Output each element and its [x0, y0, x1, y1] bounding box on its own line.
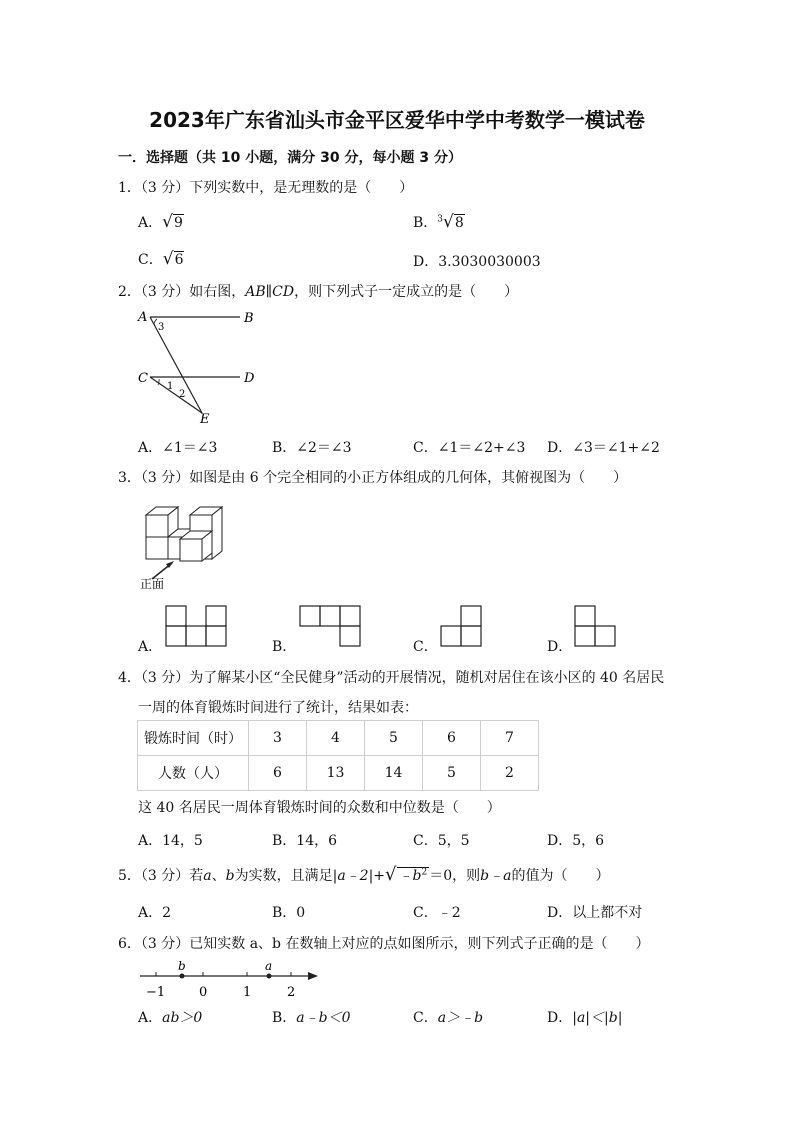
q6-number-line [136, 958, 336, 1008]
q5-radicand: ﹣b [398, 868, 422, 884]
q4-stem-line2: 一周的体育锻炼时间进行了统计，结果如表： [138, 700, 418, 716]
q2-option-a[interactable]: A．∠1＝∠3 [138, 440, 218, 456]
q5-abs-inner: a﹣2 [337, 868, 369, 884]
q1-a-value: 9 [173, 215, 183, 231]
q6-point-a-label: a [265, 959, 273, 973]
q1-c-value: 6 [174, 252, 184, 268]
q5-expr: b﹣a [480, 868, 512, 884]
q6-d-expr: |a|＜|b| [572, 1010, 623, 1026]
q3-stem: 3．（3 分）如图是由 6 个完全相同的小正方体组成的几何体，其俯视图为（ ） [118, 470, 628, 486]
q5-var-a: a [203, 868, 212, 884]
q6-stem: 6．（3 分）已知实数 a、b 在数轴上对应的点如图所示，则下列式子正确的是（ ） [118, 936, 650, 952]
q6-a-label: A． [138, 1010, 163, 1026]
q2-angle-1: 1 [167, 381, 174, 392]
q6-option-c[interactable] [413, 1007, 483, 1027]
q6-point-b-label: b [178, 959, 186, 973]
q1-a-label: A． [138, 215, 163, 231]
q4-option-a[interactable]: A．14，5 [138, 833, 203, 849]
q4-stem-line1: 4．（3 分）为了解某小区“全民健身”活动的开展情况，随机对居住在该小区的 40 名居民 [118, 670, 665, 686]
q2-angle-2: 2 [179, 389, 186, 400]
q5-stem-post: ＝0，则 [429, 868, 481, 884]
q1-b-value: 8 [454, 215, 464, 231]
q1-b-index: 3 [437, 214, 444, 225]
q4-option-b[interactable]: B．14，6 [272, 833, 338, 849]
q6-tick-label: 0 [199, 985, 208, 1000]
q5-square: 2 [421, 867, 428, 878]
q3-option-b-label[interactable]: B． [272, 639, 297, 655]
q5-stem-end: 的值为（ ） [511, 868, 610, 884]
q4-option-c[interactable]: C．5，5 [413, 833, 470, 849]
table-cell: 4 [307, 721, 365, 756]
q5-option-b[interactable]: B．0 [272, 905, 306, 921]
q2-figure [130, 305, 270, 425]
table-row-header: 人数（人） [138, 756, 249, 791]
q1-option-c[interactable]: C．√6 [138, 249, 184, 269]
q2-angle-3: 3 [158, 322, 165, 333]
q5-stem-mid: 为实数，且满足| [234, 868, 338, 884]
table-cell: 7 [481, 721, 539, 756]
q5-stem: 5．（3 分）若a、b为实数，且满足|a﹣2|+√ $﹣b^2 =0$，则b﹣a的值为（ ） [118, 864, 610, 885]
table-cell: 13 [307, 756, 365, 791]
q6-a-expr: ab＞0 [162, 1010, 203, 1026]
table-cell: 2 [481, 756, 539, 791]
q3-option-c-label[interactable]: C． [413, 639, 438, 655]
q1-option-d[interactable]: D．3.3030030003 [413, 254, 541, 270]
q2-stem-post: ，则下列式子一定成立的是（ ） [294, 284, 519, 300]
q6-option-d[interactable] [547, 1007, 622, 1027]
q6-b-label: B． [272, 1010, 297, 1026]
q6-tick-label: −1 [146, 985, 166, 1000]
q3-option-b-figure [299, 605, 363, 649]
page-title: 2023年广东省汕头市金平区爱华中学中考数学一模试卷 [149, 108, 645, 132]
q5-stem-pre: 5．（3 分）若 [118, 868, 204, 884]
q6-tick-label: 1 [243, 985, 252, 1000]
table-row [138, 756, 539, 791]
q2-label-b: B [244, 311, 254, 326]
q2-label-e: E [200, 412, 210, 427]
q5-option-c[interactable]: C．﹣2 [413, 905, 461, 921]
table-row [138, 721, 539, 756]
q2-stem-pre: 2．（3 分）如右图， [118, 284, 246, 300]
q3-option-d-label[interactable]: D． [547, 639, 573, 655]
q3-option-a-figure [165, 605, 229, 649]
q3-front-label: 正面 [140, 577, 165, 591]
q3-option-d-figure [574, 605, 638, 649]
q2-label-d: D [244, 371, 255, 386]
q2-stem [118, 281, 518, 301]
q5-var-b: b [225, 868, 235, 884]
q5-sep: 、 [211, 868, 226, 884]
q6-d-label: D． [547, 1010, 573, 1026]
q5-option-d[interactable]: D．以上都不对 [547, 905, 643, 921]
table-cell: 6 [423, 721, 481, 756]
q1-option-b[interactable]: B．$^3$√8 [413, 212, 464, 232]
table-cell: 3 [249, 721, 307, 756]
q6-b-expr: a﹣b＜0 [296, 1010, 351, 1026]
q6-option-b[interactable] [272, 1007, 351, 1027]
section-heading: 一．选择题（共 10 小题，满分 30 分，每小题 3 分） [118, 150, 462, 166]
q5-option-a[interactable]: A．2 [138, 905, 172, 921]
q4-data-table [137, 720, 539, 791]
q2-label-c: C [138, 371, 148, 386]
table-cell: 5 [423, 756, 481, 791]
q2-option-d[interactable]: D．∠3＝∠1+∠2 [547, 440, 660, 456]
q1-b-label: B． [413, 215, 438, 231]
q4-after-text: 这 40 名居民一周体育锻炼时间的众数和中位数是（ ） [138, 800, 501, 816]
q1-stem: 1．（3 分）下列实数中，是无理数的是（ ） [118, 180, 414, 196]
q6-c-label: C． [413, 1010, 438, 1026]
q2-label-a: A [138, 310, 148, 325]
table-row-header: 锻炼时间（时） [138, 721, 249, 756]
q3-solid-figure [138, 495, 238, 595]
table-cell: 14 [365, 756, 423, 791]
q2-option-b[interactable]: B．∠2＝∠3 [272, 440, 352, 456]
table-cell: 6 [249, 756, 307, 791]
q1-option-a[interactable]: A．√9 [138, 212, 183, 232]
q5-stem-mid2: |+ [368, 868, 386, 884]
table-cell: 5 [365, 721, 423, 756]
q2-stem-math: AB∥CD [245, 284, 295, 300]
q6-tick-label: 2 [287, 985, 296, 1000]
q6-option-a[interactable] [138, 1007, 202, 1027]
q1-c-label: C． [138, 252, 163, 268]
q3-option-c-figure [440, 605, 504, 649]
q2-option-c[interactable]: C．∠1＝∠2+∠3 [413, 440, 526, 456]
q4-option-d[interactable]: D．5，6 [547, 833, 605, 849]
q3-option-a-label[interactable]: A． [138, 639, 163, 655]
q6-c-expr: a＞﹣b [437, 1010, 484, 1026]
